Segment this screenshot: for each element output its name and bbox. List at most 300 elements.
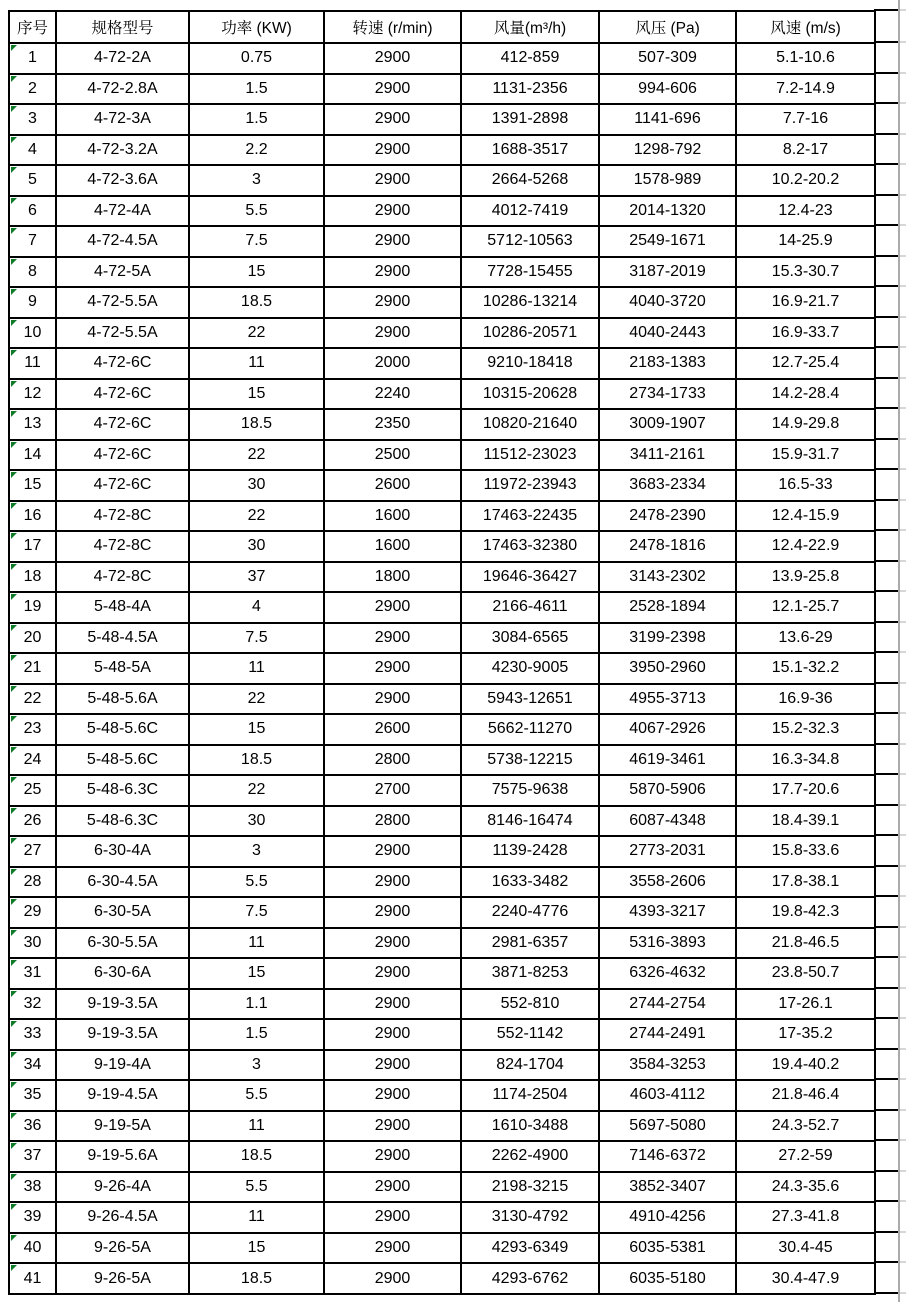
cell-airflow[interactable]: 412-859	[461, 43, 599, 74]
cell-pressure[interactable]: 994-606	[599, 74, 736, 105]
cell-pressure[interactable]: 1578-989	[599, 165, 736, 196]
cell-velocity[interactable]: 15.1-32.2	[736, 653, 875, 684]
cell-power[interactable]: 22	[189, 318, 324, 349]
cell-text: 24	[23, 750, 42, 768]
cell-serial[interactable]	[9, 1202, 56, 1233]
cell-pressure[interactable]: 6035-5180	[599, 1263, 736, 1294]
cell-airflow[interactable]: 4230-9005	[461, 653, 599, 684]
cell-model[interactable]: 6-30-6A	[56, 958, 189, 989]
column-header-serial[interactable]: 序号	[9, 11, 56, 43]
cell-power[interactable]: 11	[189, 928, 324, 959]
cell-airflow[interactable]: 2262-4900	[461, 1141, 599, 1172]
cell-velocity[interactable]: 19.4-40.2	[736, 1050, 875, 1081]
cell-model[interactable]: 6-30-5.5A	[56, 928, 189, 959]
cell-velocity[interactable]: 7.2-14.9	[736, 74, 875, 105]
cell-speed[interactable]: 2800	[324, 745, 461, 776]
cell-model[interactable]: 4-72-8C	[56, 531, 189, 562]
cell-power[interactable]: 30	[189, 470, 324, 501]
cell-power[interactable]: 3	[189, 165, 324, 196]
cell-text: 13	[23, 415, 42, 433]
cell-airflow[interactable]: 1633-3482	[461, 867, 599, 898]
cell-airflow[interactable]: 1174-2504	[461, 1080, 599, 1111]
cell-velocity[interactable]: 30.4-45	[736, 1233, 875, 1264]
cell-model[interactable]: 4-72-2.8A	[56, 74, 189, 105]
cell-model[interactable]: 5-48-6.3C	[56, 775, 189, 806]
cell-velocity[interactable]: 17.8-38.1	[736, 867, 875, 898]
cell-power[interactable]: 7.5	[189, 226, 324, 257]
cell-pressure[interactable]: 5697-5080	[599, 1111, 736, 1142]
cell-pressure[interactable]: 4040-3720	[599, 287, 736, 318]
cell-speed[interactable]: 2900	[324, 958, 461, 989]
cell-velocity[interactable]: 24.3-35.6	[736, 1172, 875, 1203]
cell-velocity[interactable]: 12.4-15.9	[736, 501, 875, 532]
cell-power[interactable]: 15	[189, 1233, 324, 1264]
cell-velocity[interactable]: 16.9-33.7	[736, 318, 875, 349]
cell-velocity[interactable]: 14.2-28.4	[736, 379, 875, 410]
cell-pressure[interactable]: 3009-1907	[599, 409, 736, 440]
cell-pressure[interactable]: 3852-3407	[599, 1172, 736, 1203]
cell-power[interactable]: 11	[189, 348, 324, 379]
cell-model[interactable]: 4-72-5.5A	[56, 318, 189, 349]
cell-power[interactable]: 3	[189, 1050, 324, 1081]
cell-model[interactable]: 4-72-8C	[56, 501, 189, 532]
cell-airflow[interactable]: 5738-12215	[461, 745, 599, 776]
cell-velocity[interactable]: 8.2-17	[736, 135, 875, 166]
cell-velocity[interactable]: 15.8-33.6	[736, 836, 875, 867]
cell-airflow[interactable]: 10315-20628	[461, 379, 599, 410]
cell-pressure[interactable]: 3143-2302	[599, 562, 736, 593]
cell-speed[interactable]: 1600	[324, 531, 461, 562]
cell-power[interactable]: 22	[189, 775, 324, 806]
cell-airflow[interactable]: 1610-3488	[461, 1111, 599, 1142]
cell-model[interactable]: 9-26-5A	[56, 1263, 189, 1294]
column-header-velocity[interactable]: 风速 (m/s)	[736, 11, 875, 43]
cell-pressure[interactable]: 6326-4632	[599, 958, 736, 989]
cell-speed[interactable]: 2900	[324, 74, 461, 105]
cell-model[interactable]: 9-19-4.5A	[56, 1080, 189, 1111]
cell-pressure[interactable]: 7146-6372	[599, 1141, 736, 1172]
cell-pressure[interactable]: 3950-2960	[599, 653, 736, 684]
cell-speed[interactable]: 2900	[324, 1050, 461, 1081]
cell-airflow[interactable]: 5943-12651	[461, 684, 599, 715]
cell-serial[interactable]	[9, 714, 56, 745]
cell-serial[interactable]	[9, 1141, 56, 1172]
cell-pressure[interactable]: 2773-2031	[599, 836, 736, 867]
cell-velocity[interactable]: 19.8-42.3	[736, 897, 875, 928]
cell-speed[interactable]: 2800	[324, 806, 461, 837]
cell-power[interactable]: 5.5	[189, 867, 324, 898]
cell-serial[interactable]	[9, 806, 56, 837]
cell-speed[interactable]: 2900	[324, 1233, 461, 1264]
cell-velocity[interactable]: 14.9-29.8	[736, 409, 875, 440]
cell-speed[interactable]: 2900	[324, 287, 461, 318]
cell-model[interactable]: 4-72-4A	[56, 196, 189, 227]
cell-airflow[interactable]: 11512-23023	[461, 440, 599, 471]
cell-speed[interactable]: 2900	[324, 104, 461, 135]
cell-serial[interactable]	[9, 1111, 56, 1142]
cell-serial[interactable]	[9, 287, 56, 318]
cell-speed[interactable]: 1800	[324, 562, 461, 593]
cell-pressure[interactable]: 3558-2606	[599, 867, 736, 898]
cell-power[interactable]: 22	[189, 684, 324, 715]
cell-speed[interactable]: 2900	[324, 1080, 461, 1111]
cell-airflow[interactable]: 17463-22435	[461, 501, 599, 532]
cell-power[interactable]: 5.5	[189, 1172, 324, 1203]
cell-power[interactable]: 11	[189, 1111, 324, 1142]
cell-power[interactable]: 22	[189, 440, 324, 471]
cell-pressure[interactable]: 3411-2161	[599, 440, 736, 471]
cell-speed[interactable]: 2900	[324, 318, 461, 349]
cell-model[interactable]: 4-72-6C	[56, 470, 189, 501]
cell-power[interactable]: 1.5	[189, 1019, 324, 1050]
cell-velocity[interactable]: 15.3-30.7	[736, 257, 875, 288]
cell-speed[interactable]: 2900	[324, 653, 461, 684]
cell-speed[interactable]: 2900	[324, 1019, 461, 1050]
cell-pressure[interactable]: 4040-2443	[599, 318, 736, 349]
cell-velocity[interactable]: 21.8-46.4	[736, 1080, 875, 1111]
cell-pressure[interactable]: 5870-5906	[599, 775, 736, 806]
cell-model[interactable]: 5-48-6.3C	[56, 806, 189, 837]
cell-pressure[interactable]: 2014-1320	[599, 196, 736, 227]
cell-velocity[interactable]: 18.4-39.1	[736, 806, 875, 837]
cell-pressure[interactable]: 4393-3217	[599, 897, 736, 928]
cell-speed[interactable]: 2350	[324, 409, 461, 440]
cell-velocity[interactable]: 12.7-25.4	[736, 348, 875, 379]
cell-pressure[interactable]: 4910-4256	[599, 1202, 736, 1233]
cell-velocity[interactable]: 15.2-32.3	[736, 714, 875, 745]
cell-speed[interactable]: 2900	[324, 989, 461, 1020]
column-header-speed[interactable]: 转速 (r/min)	[324, 11, 461, 43]
cell-airflow[interactable]: 10286-13214	[461, 287, 599, 318]
cell-airflow[interactable]: 3871-8253	[461, 958, 599, 989]
cell-velocity[interactable]: 23.8-50.7	[736, 958, 875, 989]
cell-velocity[interactable]: 12.4-23	[736, 196, 875, 227]
cell-serial[interactable]	[9, 409, 56, 440]
cell-airflow[interactable]: 3084-6565	[461, 623, 599, 654]
cell-model[interactable]: 6-30-4A	[56, 836, 189, 867]
cell-model[interactable]: 5-48-5.6C	[56, 714, 189, 745]
cell-model[interactable]: 5-48-5A	[56, 653, 189, 684]
cell-serial[interactable]	[9, 653, 56, 684]
cell-velocity[interactable]: 16.3-34.8	[736, 745, 875, 776]
cell-airflow[interactable]: 7575-9638	[461, 775, 599, 806]
cell-airflow[interactable]: 3130-4792	[461, 1202, 599, 1233]
cell-velocity[interactable]: 15.9-31.7	[736, 440, 875, 471]
cell-serial[interactable]	[9, 775, 56, 806]
cell-pressure[interactable]: 3683-2334	[599, 470, 736, 501]
cell-velocity[interactable]: 17.7-20.6	[736, 775, 875, 806]
cell-airflow[interactable]: 10820-21640	[461, 409, 599, 440]
cell-speed[interactable]: 2900	[324, 196, 461, 227]
cell-power[interactable]: 1.5	[189, 104, 324, 135]
cell-serial[interactable]	[9, 165, 56, 196]
cell-pressure[interactable]: 1141-696	[599, 104, 736, 135]
cell-power[interactable]: 15	[189, 379, 324, 410]
cell-serial[interactable]	[9, 196, 56, 227]
cell-velocity[interactable]: 24.3-52.7	[736, 1111, 875, 1142]
cell-serial[interactable]	[9, 958, 56, 989]
cell-speed[interactable]: 2900	[324, 1172, 461, 1203]
cell-pressure[interactable]: 3187-2019	[599, 257, 736, 288]
cell-airflow[interactable]: 10286-20571	[461, 318, 599, 349]
cell-speed[interactable]: 2900	[324, 1263, 461, 1294]
cell-model[interactable]: 4-72-8C	[56, 562, 189, 593]
cell-airflow[interactable]: 2981-6357	[461, 928, 599, 959]
cell-serial[interactable]	[9, 989, 56, 1020]
cell-power[interactable]: 15	[189, 958, 324, 989]
cell-speed[interactable]: 2500	[324, 440, 461, 471]
cell-serial[interactable]	[9, 531, 56, 562]
cell-airflow[interactable]: 4293-6349	[461, 1233, 599, 1264]
cell-model[interactable]: 9-19-3.5A	[56, 989, 189, 1020]
cell-speed[interactable]: 2900	[324, 592, 461, 623]
cell-serial[interactable]	[9, 104, 56, 135]
cell-serial[interactable]	[9, 836, 56, 867]
cell-speed[interactable]: 2900	[324, 43, 461, 74]
cell-airflow[interactable]: 1139-2428	[461, 836, 599, 867]
cell-model[interactable]: 4-72-5.5A	[56, 287, 189, 318]
cell-velocity[interactable]: 12.4-22.9	[736, 531, 875, 562]
cell-airflow[interactable]: 7728-15455	[461, 257, 599, 288]
cell-model[interactable]: 6-30-5A	[56, 897, 189, 928]
cell-model[interactable]: 4-72-6C	[56, 379, 189, 410]
cell-pressure[interactable]: 4603-4112	[599, 1080, 736, 1111]
cell-airflow[interactable]: 17463-32380	[461, 531, 599, 562]
cell-serial[interactable]	[9, 318, 56, 349]
cell-velocity[interactable]: 16.9-21.7	[736, 287, 875, 318]
error-indicator-triangle-icon	[11, 411, 17, 417]
row-border-stub	[874, 1078, 898, 1080]
cell-airflow[interactable]: 2198-3215	[461, 1172, 599, 1203]
cell-velocity[interactable]: 21.8-46.5	[736, 928, 875, 959]
cell-model[interactable]: 4-72-6C	[56, 440, 189, 471]
cell-power[interactable]: 7.5	[189, 623, 324, 654]
cell-velocity[interactable]: 27.3-41.8	[736, 1202, 875, 1233]
cell-serial[interactable]	[9, 562, 56, 593]
cell-speed[interactable]: 2900	[324, 1111, 461, 1142]
cell-airflow[interactable]: 552-1142	[461, 1019, 599, 1050]
cell-model[interactable]: 4-72-4.5A	[56, 226, 189, 257]
cell-airflow[interactable]: 2166-4611	[461, 592, 599, 623]
cell-serial[interactable]	[9, 928, 56, 959]
cell-model[interactable]: 4-72-2A	[56, 43, 189, 74]
cell-speed[interactable]: 2600	[324, 470, 461, 501]
cell-airflow[interactable]: 19646-36427	[461, 562, 599, 593]
cell-velocity[interactable]: 5.1-10.6	[736, 43, 875, 74]
cell-speed[interactable]: 2900	[324, 897, 461, 928]
cell-speed[interactable]: 2900	[324, 165, 461, 196]
cell-airflow[interactable]: 8146-16474	[461, 806, 599, 837]
cell-pressure[interactable]: 2478-1816	[599, 531, 736, 562]
cell-serial[interactable]	[9, 1050, 56, 1081]
cell-model[interactable]: 6-30-4.5A	[56, 867, 189, 898]
cell-pressure[interactable]: 2528-1894	[599, 592, 736, 623]
cell-airflow[interactable]: 2664-5268	[461, 165, 599, 196]
cell-speed[interactable]: 2900	[324, 226, 461, 257]
cell-pressure[interactable]: 2549-1671	[599, 226, 736, 257]
cell-velocity[interactable]: 16.5-33	[736, 470, 875, 501]
cell-pressure[interactable]: 2744-2491	[599, 1019, 736, 1050]
row-border-stub	[874, 407, 898, 409]
cell-serial[interactable]	[9, 74, 56, 105]
cell-model[interactable]: 4-72-5A	[56, 257, 189, 288]
cell-pressure[interactable]: 3584-3253	[599, 1050, 736, 1081]
cell-velocity[interactable]: 27.2-59	[736, 1141, 875, 1172]
cell-power[interactable]: 4	[189, 592, 324, 623]
cell-airflow[interactable]: 1688-3517	[461, 135, 599, 166]
cell-speed[interactable]: 2900	[324, 836, 461, 867]
cell-speed[interactable]: 2700	[324, 775, 461, 806]
cell-model[interactable]: 4-72-6C	[56, 409, 189, 440]
cell-velocity[interactable]: 17-35.2	[736, 1019, 875, 1050]
cell-velocity[interactable]: 17-26.1	[736, 989, 875, 1020]
cell-model[interactable]: 4-72-3A	[56, 104, 189, 135]
cell-serial[interactable]	[9, 1080, 56, 1111]
cell-pressure[interactable]: 6035-5381	[599, 1233, 736, 1264]
cell-power[interactable]: 15	[189, 714, 324, 745]
cell-serial[interactable]	[9, 1019, 56, 1050]
cell-speed[interactable]: 2900	[324, 928, 461, 959]
cell-serial[interactable]	[9, 684, 56, 715]
cell-velocity[interactable]: 16.9-36	[736, 684, 875, 715]
cell-model[interactable]: 5-48-4.5A	[56, 623, 189, 654]
cell-pressure[interactable]: 2183-1383	[599, 348, 736, 379]
cell-model[interactable]: 9-19-4A	[56, 1050, 189, 1081]
cell-pressure[interactable]: 5316-3893	[599, 928, 736, 959]
cell-speed[interactable]: 2900	[324, 867, 461, 898]
cell-pressure[interactable]: 3199-2398	[599, 623, 736, 654]
cell-power[interactable]: 1.1	[189, 989, 324, 1020]
cell-model[interactable]: 9-19-3.5A	[56, 1019, 189, 1050]
cell-power[interactable]: 11	[189, 1202, 324, 1233]
cell-model[interactable]: 4-72-3.2A	[56, 135, 189, 166]
cell-serial[interactable]	[9, 592, 56, 623]
cell-power[interactable]: 18.5	[189, 287, 324, 318]
cell-velocity[interactable]: 12.1-25.7	[736, 592, 875, 623]
cell-serial[interactable]	[9, 1263, 56, 1294]
cell-power[interactable]: 5.5	[189, 196, 324, 227]
cell-serial[interactable]	[9, 867, 56, 898]
cell-serial[interactable]	[9, 43, 56, 74]
cell-power[interactable]: 1.5	[189, 74, 324, 105]
cell-serial[interactable]	[9, 1233, 56, 1264]
cell-serial[interactable]	[9, 226, 56, 257]
cell-speed[interactable]: 2900	[324, 684, 461, 715]
cell-power[interactable]: 3	[189, 836, 324, 867]
cell-serial[interactable]	[9, 501, 56, 532]
cell-speed[interactable]: 2900	[324, 1141, 461, 1172]
cell-velocity[interactable]: 14-25.9	[736, 226, 875, 257]
cell-airflow[interactable]: 824-1704	[461, 1050, 599, 1081]
cell-model[interactable]: 5-48-5.6C	[56, 745, 189, 776]
cell-power[interactable]: 11	[189, 653, 324, 684]
cell-airflow[interactable]: 4012-7419	[461, 196, 599, 227]
cell-serial[interactable]	[9, 135, 56, 166]
cell-speed[interactable]: 2900	[324, 623, 461, 654]
cell-serial[interactable]	[9, 897, 56, 928]
cell-power[interactable]: 15	[189, 257, 324, 288]
cell-model[interactable]: 9-26-4.5A	[56, 1202, 189, 1233]
cell-serial[interactable]	[9, 440, 56, 471]
cell-power[interactable]: 18.5	[189, 409, 324, 440]
cell-airflow[interactable]: 2240-4776	[461, 897, 599, 928]
cell-power[interactable]: 5.5	[189, 1080, 324, 1111]
cell-speed[interactable]: 2900	[324, 1202, 461, 1233]
cell-pressure[interactable]: 4619-3461	[599, 745, 736, 776]
cell-airflow[interactable]: 4293-6762	[461, 1263, 599, 1294]
cell-serial[interactable]	[9, 348, 56, 379]
cell-velocity[interactable]: 10.2-20.2	[736, 165, 875, 196]
cell-speed[interactable]: 2900	[324, 257, 461, 288]
cell-model[interactable]: 5-48-4A	[56, 592, 189, 623]
cell-model[interactable]: 9-19-5A	[56, 1111, 189, 1142]
cell-serial[interactable]	[9, 1172, 56, 1203]
cell-airflow[interactable]: 9210-18418	[461, 348, 599, 379]
cell-velocity[interactable]: 30.4-47.9	[736, 1263, 875, 1294]
cell-velocity[interactable]: 7.7-16	[736, 104, 875, 135]
cell-power[interactable]: 2.2	[189, 135, 324, 166]
cell-serial[interactable]	[9, 470, 56, 501]
cell-speed[interactable]: 2000	[324, 348, 461, 379]
cell-airflow[interactable]: 11972-23943	[461, 470, 599, 501]
cell-pressure[interactable]: 507-309	[599, 43, 736, 74]
cell-model[interactable]: 9-19-5.6A	[56, 1141, 189, 1172]
cell-pressure[interactable]: 4955-3713	[599, 684, 736, 715]
cell-speed[interactable]: 2600	[324, 714, 461, 745]
cell-model[interactable]: 4-72-6C	[56, 348, 189, 379]
cell-serial[interactable]	[9, 623, 56, 654]
cell-model[interactable]: 4-72-3.6A	[56, 165, 189, 196]
cell-serial[interactable]	[9, 379, 56, 410]
cell-pressure[interactable]: 4067-2926	[599, 714, 736, 745]
column-header-airflow[interactable]: 风量(m³/h)	[461, 11, 599, 43]
cell-power[interactable]: 22	[189, 501, 324, 532]
cell-power[interactable]: 18.5	[189, 1263, 324, 1294]
cell-power[interactable]: 7.5	[189, 897, 324, 928]
cell-pressure[interactable]: 2734-1733	[599, 379, 736, 410]
row-border-stub	[874, 285, 898, 287]
cell-serial[interactable]	[9, 745, 56, 776]
cell-pressure[interactable]: 2744-2754	[599, 989, 736, 1020]
cell-airflow[interactable]: 1131-2356	[461, 74, 599, 105]
cell-airflow[interactable]: 5662-11270	[461, 714, 599, 745]
cell-speed[interactable]: 1600	[324, 501, 461, 532]
cell-pressure[interactable]: 2478-2390	[599, 501, 736, 532]
column-header-model[interactable]: 规格型号	[56, 11, 189, 43]
cell-power[interactable]: 18.5	[189, 1141, 324, 1172]
cell-power[interactable]: 18.5	[189, 745, 324, 776]
cell-velocity[interactable]: 13.6-29	[736, 623, 875, 654]
cell-velocity[interactable]: 13.9-25.8	[736, 562, 875, 593]
cell-speed[interactable]: 2240	[324, 379, 461, 410]
cell-pressure[interactable]: 1298-792	[599, 135, 736, 166]
column-header-power[interactable]: 功率 (KW)	[189, 11, 324, 43]
cell-power[interactable]: 37	[189, 562, 324, 593]
cell-speed[interactable]: 2900	[324, 135, 461, 166]
cell-serial[interactable]	[9, 257, 56, 288]
cell-model[interactable]: 9-26-5A	[56, 1233, 189, 1264]
cell-model[interactable]: 5-48-5.6A	[56, 684, 189, 715]
cell-airflow[interactable]: 5712-10563	[461, 226, 599, 257]
cell-power[interactable]: 0.75	[189, 43, 324, 74]
cell-power[interactable]: 30	[189, 531, 324, 562]
cell-airflow[interactable]: 1391-2898	[461, 104, 599, 135]
cell-airflow[interactable]: 552-810	[461, 989, 599, 1020]
cell-power[interactable]: 30	[189, 806, 324, 837]
cell-model[interactable]: 9-26-4A	[56, 1172, 189, 1203]
cell-pressure[interactable]: 6087-4348	[599, 806, 736, 837]
column-header-pressure[interactable]: 风压 (Pa)	[599, 11, 736, 43]
